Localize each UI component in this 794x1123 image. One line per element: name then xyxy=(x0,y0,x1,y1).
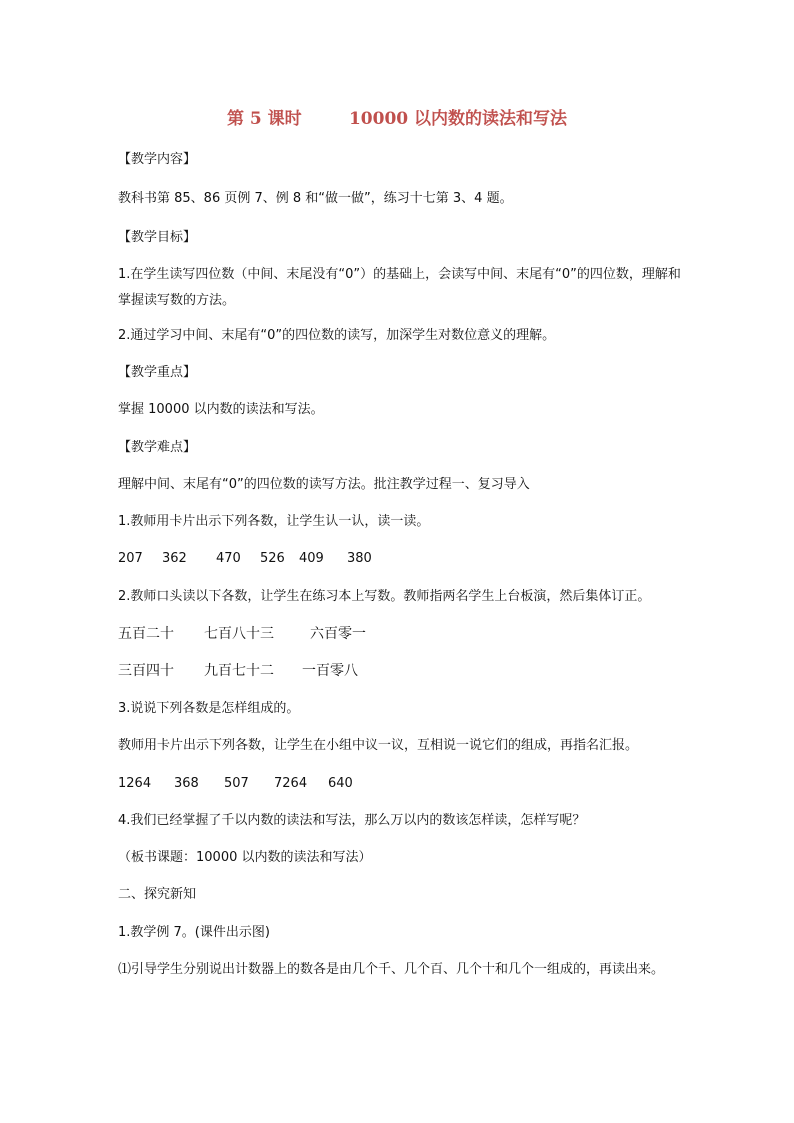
content-text: 教科书第 85、86 页例 7、例 8 和“做一做”，练习十七第 3、4 题。 xyxy=(118,191,513,206)
number-item: 409 xyxy=(299,551,324,566)
goal-1: 1.在学生读写四位数（中间、末尾没有“0”）的基础上，会读写中间、末尾有“0”的四位数，理解和掌握读写数的方法。 xyxy=(118,267,681,308)
number-item: 207 xyxy=(118,551,143,566)
number-item: 526 xyxy=(260,551,285,566)
difficult-heading: 【教学难点】 xyxy=(118,440,197,455)
number-item: 362 xyxy=(162,551,187,566)
chinese-number: 三百四十 xyxy=(118,663,174,679)
lesson-title: 第 5 课时 10000 以内数的读法和写法 xyxy=(226,109,568,129)
board-title: （板书课题：10000 以内数的读法和写法） xyxy=(118,850,372,865)
goal-2: 2.通过学习中间、末尾有“0”的四位数的读写，加深学生对数位意义的理解。 xyxy=(118,328,556,343)
step-1: 1.教师用卡片出示下列各数，让学生认一认，读一读。 xyxy=(118,514,430,529)
chinese-number: 六百零一 xyxy=(310,626,366,642)
number-item: 368 xyxy=(174,776,199,791)
numbers-row-2 xyxy=(118,771,690,797)
goals-heading: 【教学目标】 xyxy=(118,230,197,245)
example-7-detail: ⑴引导学生分别说出计数器上的数各是由几个千、几个百、几个十和几个一组成的，再读出来。 xyxy=(118,962,665,977)
number-item: 7264 xyxy=(274,776,308,791)
numbers-row-1 xyxy=(118,546,690,572)
chinese-number: 九百七十二 xyxy=(204,663,274,679)
step-3-detail: 教师用卡片出示下列各数，让学生在小组中议一议，互相说一说它们的组成，再指名汇报。 xyxy=(118,738,639,753)
part-2-heading: 二、探究新知 xyxy=(118,887,197,902)
chinese-number: 五百二十 xyxy=(118,626,174,642)
step-3: 3.说说下列各数是怎样组成的。 xyxy=(118,701,300,716)
number-item: 507 xyxy=(224,776,249,791)
content-heading: 【教学内容】 xyxy=(118,152,197,167)
number-item: 1264 xyxy=(118,776,152,791)
step-2: 2.教师口头读以下各数，让学生在练习本上写数。教师指两名学生上台板演，然后集体订正。 xyxy=(118,589,651,604)
chinese-number: 七百八十三 xyxy=(204,626,274,642)
chinese-number: 一百零八 xyxy=(302,663,358,679)
example-7: 1.教学例 7。(课件出示图) xyxy=(118,925,270,940)
number-item: 380 xyxy=(347,551,372,566)
difficult-text: 理解中间、末尾有“0”的四位数的读写方法。批注教学过程一、复习导入 xyxy=(118,477,530,492)
key-heading: 【教学重点】 xyxy=(118,365,197,380)
chinese-numbers-row-1 xyxy=(118,621,690,647)
number-item: 470 xyxy=(216,551,241,566)
key-text: 掌握 10000 以内数的读法和写法。 xyxy=(118,402,324,417)
chinese-numbers-row-2 xyxy=(118,658,690,684)
number-item: 640 xyxy=(328,776,353,791)
step-4: 4.我们已经掌握了千以内数的读法和写法，那么万以内的数该怎样读，怎样写呢？ xyxy=(118,813,586,828)
